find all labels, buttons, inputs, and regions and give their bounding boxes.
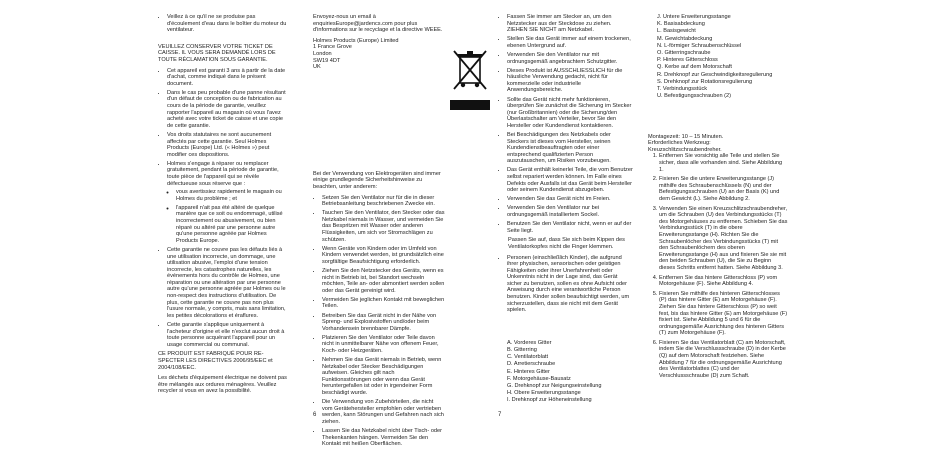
part-item: F. Motorgehäuse-Bausatz xyxy=(507,375,571,382)
finger-warning: Passen Sie auf, dass Sie sich beim Kippen des Ventilatorkopfes nicht die Finger klemmen. xyxy=(508,237,625,250)
column-left-second xyxy=(313,14,445,451)
part-item: H. Obere Erweiterungsstange xyxy=(507,390,581,397)
bullet-item: • Cette garantie s'applique uniquement à l'acheteur d'origine et elle n'exclut aucun droit à toute personne acquérant l'appareil pour un usage commercial ou communal. xyxy=(167,322,288,348)
bullet-item: • Verwenden Sie das Gerät nicht im Freien. xyxy=(507,196,633,203)
bullet-item: • Veillez à ce qu'il ne se produise pas d'écoulement d'eau dans le boîtier du moteur du ventilateur. xyxy=(167,14,288,34)
address-line: Holmes Products (Europe) Limited xyxy=(313,37,399,44)
weee-text: Les déchets d'équipement électrique ne doivent pas être mélangés aux ordures ménagères. Veuillez recycler si vous en avez la possibilité. xyxy=(158,375,287,395)
bullet-item: • Verwenden Sie den Ventilator nur bei ordnungsgemäß installiertem Sockel. xyxy=(507,205,633,218)
safety-bullets xyxy=(313,195,445,448)
step-item: 3. Verwenden Sie einen Kreuzschlitzschraubendreher, um die Schrauben (U) des Verbindungsstücks (T) des Motorgehäuses zu entfernen. Schieben Sie das Verbindungsstück (T) in die obere Erweiterungsstange (H). Richten Sie die Schraubenlöcher des Verbindungsstücks (T) mit den Schraubenlöchern des oberen Erweiterungsstange (H) aus und fixieren Sie sie mit den beiden Schrauben (U), die Sie zu Beginn dieses Schritts entfernt hatten. Siehe Abbildung 3. xyxy=(659,206,788,272)
bullet-item: • Benutzen Sie den Ventilator nicht, wenn er auf der Seite liegt. xyxy=(507,221,633,234)
bullet-item: • Vos droits statutaires ne sont aucunement affectés par cette garantie. Seul Holmes Products (Europe) Ltd. (« Holmes ») peut modifier ces dispositions. xyxy=(167,132,288,158)
parts-list xyxy=(498,340,633,404)
safety-intro: Bei der Verwendung von Elektrogeräten sind immer einige grundlegende Sicherheitshinweise zu beachten, unter anderem: xyxy=(313,170,441,190)
tools-heading: Erforderliches Werkzeug: xyxy=(648,140,711,147)
column-left-french xyxy=(158,14,288,399)
safety-bullets-last xyxy=(498,255,633,314)
sub-bullet-item: ◦ l'appareil n'ait pas été altéré de quelque manière que ce soit ou endommagé, utilisé incorrectement ou abusivement, ou bien réparé ou altéré par une personne autre qu'une personne agréée par Holmes Products Europe. xyxy=(176,205,288,245)
bullet-item: • Die Verwendung von Zubehörteilen, die nicht vom Gerätehersteller empfohlen oder vertrieben werden, kann Störungen und Gefahren nach sich ziehen. xyxy=(322,399,445,425)
safety-bullets-continued xyxy=(498,14,633,234)
part-item: S. Drehknopf zur Rotationsregulierung xyxy=(657,78,753,85)
address-line: 1 France Grove xyxy=(313,44,352,51)
column-right-second xyxy=(648,14,788,382)
bullet-text: Holmes s'engage à réparer ou remplacer gratuitement, pendant la période de garantie, toute pièce de l'appareil qui se révèle défectueuse sous réserve que : xyxy=(167,160,279,187)
step-item: 4. Entfernen Sie das hintere Gitterschloss (P) vom Motorgehäuse (F). Siehe Abbildung 4. xyxy=(659,275,788,288)
column-right-first xyxy=(498,14,633,407)
bullet-item: • Personen (einschließlich Kinder), die aufgrund ihrer physischen, sensorischen oder geistigen Fähigkeiten oder ihrer Unerfahrenheit oder Unkenntnis nicht in der Lage sind, das Gerät sicher zu benutzen, sollen es ohne Aufsicht oder Anweisung durch eine verantwortliche Person benutzen. Kinder sollen beaufsichtigt werden, um sicherzustellen, dass sie nicht mit dem Gerät spielen. xyxy=(507,255,633,314)
bullet-item: • Das Gerät enthält keinerlei Teile, die vom Benutzer selbst repariert werden können. Im Falle eines Defekts oder Ausfalls ist das Gerät beim Hersteller oder seinem Kundendienst abzugeben. xyxy=(507,167,633,193)
part-item: T. Verbindungsstück xyxy=(657,85,708,92)
bullet-item: • Ziehen Sie den Netzstecker des Geräts, wenn es nicht in Betrieb ist, bei Standort wechseln möchten, Teile an- oder abmontiert werden sollen oder das Gerät gereinigt wird. xyxy=(322,268,445,294)
bullet-item: • Vermeiden Sie jeglichen Kontakt mit beweglichen Teilen. xyxy=(322,297,445,310)
bullet-item: • Setzen Sie den Ventilator nur für die in dieser Betriebsanleitung beschriebenen Zwecke ein. xyxy=(322,195,445,208)
assembly-time: Montagezeit: 10 – 15 Minuten. xyxy=(648,133,724,140)
address-line: SW19 4DT xyxy=(313,57,341,64)
part-item: Q. Kerbe auf dem Motorschaft xyxy=(657,64,732,71)
bullet-item: • Sollte das Gerät nicht mehr funktionieren, überprüfen Sie zunächst die Sicherung im Stecker (nur Großbritannien) oder die Sicherung/den Überlastschalter am Verteiler, bevor Sie den Hersteller oder Kundendienst kontaktieren. xyxy=(507,97,633,130)
warranty-bullets xyxy=(158,68,288,349)
step-item: 5. Fixieren Sie mithilfe des hinteren Gitterschlosses (P) das hintere Gitter (E) am Motorgehäuse (F). Ziehen Sie das hintere Gitterschloss (P) so weit fest, bis das hintere Gitter (E) am Motorgehäuse (F) fixiert ist. Siehe Abbildung 5 und 6 für die ordnungsgemäße Ausrichtung des hinteren Gitters (T) zum Motorgehäuse (F). xyxy=(659,291,788,337)
assembly-steps xyxy=(648,153,788,379)
part-item: E. Hinteres Gitter xyxy=(507,368,550,375)
part-item: B. Gitterring xyxy=(507,347,537,354)
step-item: 2. Fixieren Sie die untere Erweiterungsstange (J) mithilfe des Schraubenschlüssels (N) und der Befestigungsschrauben (U) an der Basis (K) und dem Gewicht (L). Siehe Abbildung 2. xyxy=(659,176,788,202)
bullet-item: • Fassen Sie immer am Stecker an, um den Netzstecker aus der Steckdose zu ziehen. ZIEHEN SIE NICHT am Netzkabel. xyxy=(507,14,633,34)
part-item: A. Vorderes Gitter xyxy=(507,339,552,346)
bullet-item: • Dans le cas peu probable d'une panne résultant d'un défaut de conception ou de fabrication au cours de la période de garantie, veuillez rapporter l'appareil au magasin où vous l'avez acheté avec votre ticket de caisse et une copie de cette garantie. xyxy=(167,90,288,130)
tools-text: Kreuzschlitzschraubendreher. xyxy=(648,146,722,153)
parts-list-continued xyxy=(648,14,788,100)
address-line: UK xyxy=(313,64,321,71)
sub-bullets xyxy=(167,189,288,244)
page-number-left: 6 xyxy=(313,412,317,418)
part-item: P. Hinteres Gitterschloss xyxy=(657,57,718,64)
bullet-item: • Lassen Sie das Netzkabel nicht über Tisch- oder Thekenkanten hängen. Vermeiden Sie den Kontakt mit heißen Oberflächen. xyxy=(322,428,445,448)
part-item: N. L-förmiger Schraubenschlüssel xyxy=(657,42,742,49)
part-item: D. Arretierschraube xyxy=(507,361,556,368)
part-item: U. Befestigungsschrauben (2) xyxy=(657,93,732,100)
part-item: C. Ventilatorblatt xyxy=(507,354,549,361)
bullet-item: • Dieses Produkt ist AUSSCHLIESSLICH für die häusliche Verwendung gedacht, nicht für kommerzielle oder industrielle Anwendungsbereiche. xyxy=(507,68,633,94)
bullet-item xyxy=(167,161,288,245)
bullet-item: • Nehmen Sie das Gerät niemals in Betrieb, wenn Netzkabel oder Stecker Beschädigungen aufweisen. Gleiches gilt nach Funktionsstörungen oder wenn das Gerät heruntergefallen ist oder in irgendeiner Form beschädigt wurde. xyxy=(322,357,445,397)
bullet-item: • Platzieren Sie den Ventilator oder Teile davon nicht in unmittelbarer Nähe von offenem Feuer, Koch- oder Heizgeräten. xyxy=(322,335,445,355)
directive-statement: CE PRODUIT EST FABRIQUÉ POUR RE-SPECTER LES DIRECTIVES 2006/95/EEC et 2004/108/EEC. xyxy=(158,351,273,371)
bullet-item: • Stellen Sie das Gerät immer auf einem trockenen, ebenen Untergrund auf. xyxy=(507,36,633,49)
recycling-email-text: Envoyez-nous un email à enquiriesEurope@jardencs.com pour plus d'informations sur le recyclage et la directive WEEE. xyxy=(313,14,443,34)
part-item: I. Drehknopf zur Höheneinstellung xyxy=(507,397,592,404)
warranty-heading: VEUILLEZ CONSERVER VOTRE TICKET DE CAISSE. IL VOUS SERA DEMANDÉ LORS DE TOUTE RÉCLAMATION SOUS GARANTIE. xyxy=(158,43,276,63)
step-item: 6. Fixieren Sie das Ventilatorblatt (C) am Motorschaft, indem Sie die Verschlussschraube (D) in der Kerbe (Q) auf dem Motorschaft festziehen. Siehe Abbildung 7 für die ordnungsgemäße Ausrichtung des Ventilatorblattes (C) und der Verschlussschraube (D) zum Schaft. xyxy=(659,340,788,380)
part-item: G. Drehknopf zur Neigungseinstellung xyxy=(507,382,602,389)
company-address xyxy=(313,38,445,71)
part-item: J. Untere Erweiterungsstange xyxy=(657,14,731,20)
sub-bullet-item: ◦ vous avertissiez rapidement le magasin ou Holmes du problème ; et xyxy=(176,189,288,202)
bullet-item: • Tauchen Sie den Ventilator, den Stecker oder das Netzkabel niemals in Wasser, und vermeiden Sie das Bespritzen mit Wasser oder anderen Flüssigkeiten, um sich vor Stromschlägen zu schützen. xyxy=(322,210,445,243)
part-item: R. Drehknopf zur Geschwindigkeitsregulierung xyxy=(657,71,773,78)
step-item: 1. Entfernen Sie vorsichtig alle Teile und stellen Sie sicher, dass alle vorhanden sind. Siehe Abbildung 1. xyxy=(659,153,788,173)
bullet-item: • Cette garantie ne couvre pas les défauts liés à une utilisation incorrecte, un dommage, une utilisation abusive, l'emploi d'une tension incorrecte, les catastrophes naturelles, les événements hors du contrôle de Holmes, une réparation ou une altération par une personne autre qu'une personne agréée par Holmes ou le non-respect des instructions d'utilisation. De plus, cette garantie ne couvre pas non plus l'usure normale, y compris, mais sans limitation, les petites décolorations et éraflures. xyxy=(167,247,288,320)
page-number-right: 7 xyxy=(498,412,502,418)
bullet-item: • Wenn Geräte von Kindern oder im Umfeld von Kindern verwendet werden, ist grundsätzlich eine sorgfältige Beaufsichtigung erforderlich. xyxy=(322,246,445,266)
weee-black-bar xyxy=(450,100,490,110)
intro-bullets xyxy=(158,14,288,34)
bullet-item: • Bei Beschädigungen des Netzkabels oder Steckers ist dieses vom Hersteller, seinen Kundendienstbeauftragten oder einer entsprechend qualifizierten Person auszutauschen, um Risiken vorzubeugen. xyxy=(507,132,633,165)
assembly-info xyxy=(648,134,788,154)
part-item: K. Basisabdeckung xyxy=(657,21,705,28)
weee-crossed-bin-icon xyxy=(450,47,490,95)
bullet-item: • Betreiben Sie das Gerät nicht in der Nähe von Spreng- und Explosivstoffen und/oder beim Vorhandensein brennbarer Dämpfe. xyxy=(322,313,445,333)
part-item: M. Gewichtabdeckung xyxy=(657,35,713,42)
bullet-item: • Cet appareil est garanti 3 ans à partir de la date d'achat, comme indiqué dans le présent document. xyxy=(167,68,288,88)
part-item: L. Basisgewicht xyxy=(657,28,696,35)
part-item: O. Gitterringschraube xyxy=(657,49,711,56)
bullet-item: • Verwenden Sie den Ventilator nur mit ordnungsgemäß angebrachtem Schutzgitter. xyxy=(507,52,633,65)
address-line: London xyxy=(313,50,332,57)
